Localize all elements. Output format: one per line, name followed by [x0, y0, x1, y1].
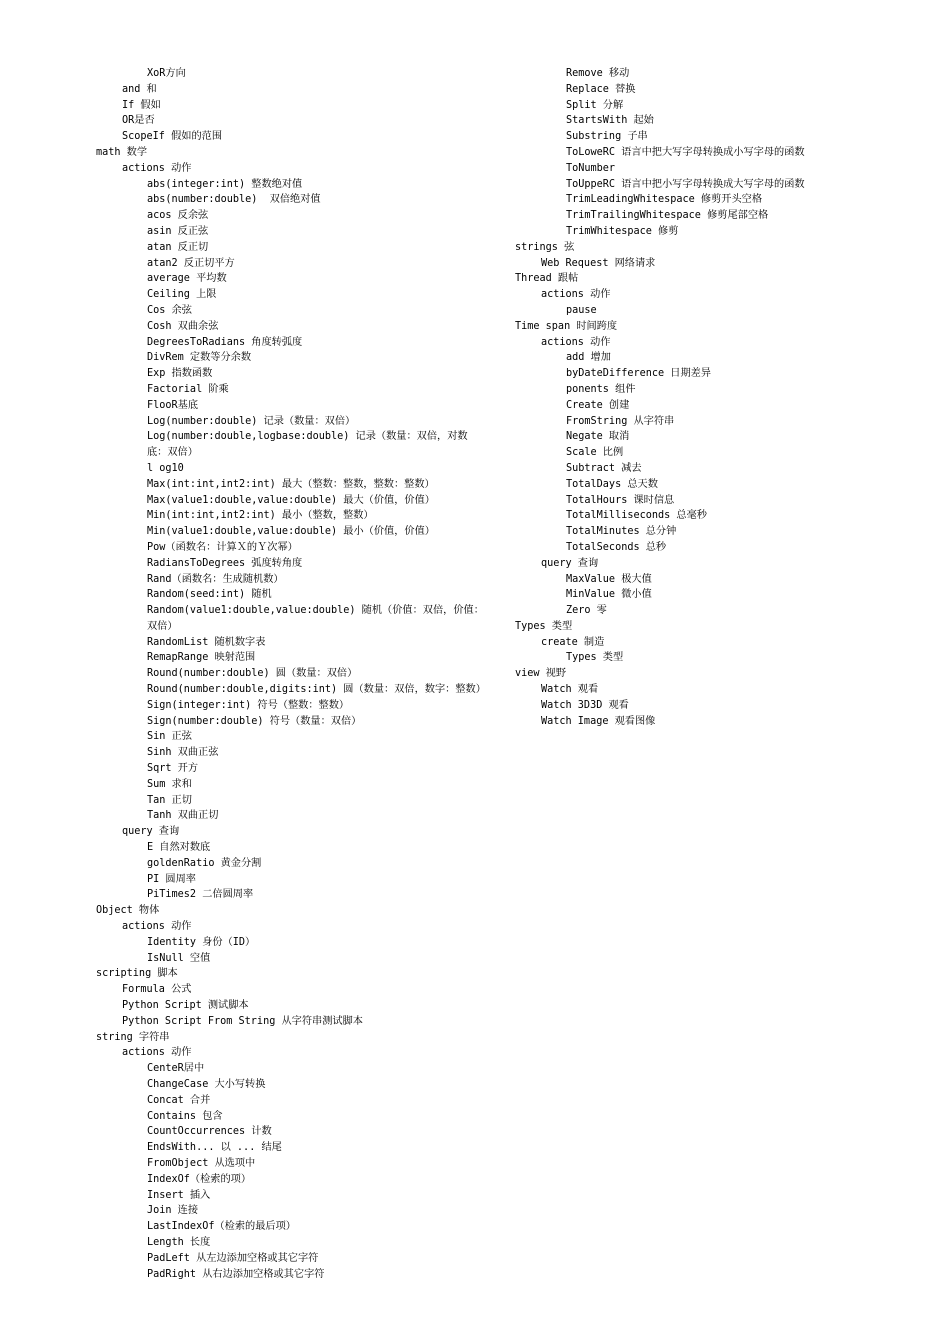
outline-item: Length 长度: [147, 1236, 211, 1248]
outline-item: TotalMilliseconds 总毫秒: [566, 510, 707, 522]
outline-item: ToUppeRC 语言中把小写字母转换成大写字母的函数: [566, 178, 805, 190]
left-column: [96, 66, 506, 1282]
outline-item: ponents 组件: [566, 383, 636, 395]
outline-item: XoR方向: [147, 68, 186, 79]
outline-item: RadiansToDegrees 弧度转角度: [147, 557, 303, 569]
outline-item: PI 圆周率: [147, 873, 196, 885]
outline-subheading: and 和: [122, 83, 157, 95]
outline-heading: scripting 脚本: [96, 968, 178, 980]
outline-subheading: query 查询: [122, 826, 180, 838]
outline-subheading: actions 动作: [541, 289, 611, 301]
outline-item: PiTimes2 二倍圆周率: [147, 889, 254, 901]
outline-item: Scale 比例: [566, 447, 624, 459]
outline-item: ToNumber: [566, 162, 616, 174]
outline-subheading: Watch 3D3D 观看: [541, 699, 629, 711]
outline-item: abs(number:double) 双倍绝对值: [147, 194, 321, 206]
outline-item: IsNull 空值: [147, 952, 211, 964]
outline-item: Sign(integer:int) 符号（整数：整数）: [147, 699, 350, 711]
outline-item: Log(number:double,logbase:double) 记录（数量：双倍，对数: [147, 431, 468, 443]
outline-item: TotalDays 总天数: [566, 478, 658, 490]
outline-subheading: Watch Image 观看图像: [541, 715, 656, 727]
outline-item: PadLeft 从左边添加空格或其它字符: [147, 1252, 319, 1264]
outline-subheading: Formula 公式: [122, 984, 192, 996]
outline-heading: view 视野: [515, 668, 567, 680]
outline-item: E 自然对数底: [147, 842, 211, 854]
outline-subheading: OR是否: [122, 115, 155, 127]
outline-item: Cos 余弦: [147, 304, 192, 316]
outline-item: Tan 正切: [147, 794, 192, 806]
outline-heading: Types 类型: [515, 620, 573, 632]
outline-item: Round(number:double) 圆（数量：双倍）: [147, 668, 358, 680]
outline-item: TrimLeadingWhitespace 修剪开头空格: [566, 194, 763, 206]
outline-heading: string 字符串: [96, 1031, 170, 1043]
outline-subheading: actions 动作: [122, 1047, 192, 1059]
outline-item: TotalSeconds 总秒: [566, 541, 667, 553]
outline-item: acos 反余弦: [147, 210, 209, 222]
outline-item: Exp 指数函数: [147, 368, 213, 380]
outline-item: Round(number:double,digits:int) 圆（数量：双倍，数字：整数）: [147, 684, 486, 696]
outline-subheading: If 假如: [122, 99, 161, 111]
outline-item: Concat 合并: [147, 1094, 211, 1106]
outline-item: CenteR居中: [147, 1063, 205, 1075]
outline-item: Max(int:int,int2:int) 最大（整数：整数，整数：整数）: [147, 478, 435, 490]
outline-subheading: create 制造: [541, 636, 605, 648]
outline-item: ToLoweRC 语言中把大写字母转换成小写字母的函数: [566, 146, 805, 158]
outline-item: Remove 移动: [566, 68, 630, 79]
outline-item: Sign(number:double) 符号（数量：双倍）: [147, 715, 362, 727]
outline-item: DegreesToRadians 角度转弧度: [147, 336, 303, 348]
outline-subheading: query 查询: [541, 557, 599, 569]
outline-item: Contains 包含: [147, 1110, 223, 1122]
outline-item: Random(value1:double,value:double) 随机（价值：双倍，价值：: [147, 605, 484, 617]
outline-item: abs(integer:int) 整数绝对值: [147, 178, 303, 190]
outline-item: Min(int:int,int2:int) 最小（整数，整数）: [147, 510, 374, 522]
right-column: [515, 66, 940, 729]
outline-item: Tanh 双曲正切: [147, 810, 219, 822]
outline-subheading: Watch 观看: [541, 684, 599, 696]
outline-item: atan2 反正切平方: [147, 257, 235, 269]
outline-item: PadRight 从右边添加空格或其它字符: [147, 1268, 325, 1280]
outline-item: goldenRatio 黄金分割: [147, 857, 262, 869]
outline-subheading: actions 动作: [122, 921, 192, 933]
outline-item: Split 分解: [566, 99, 624, 111]
outline-item: EndsWith... 以 ... 结尾: [147, 1142, 282, 1154]
outline-item: TotalMinutes 总分钟: [566, 526, 677, 538]
outline-item: average 平均数: [147, 273, 227, 285]
outline-item: asin 反正弦: [147, 225, 209, 237]
outline-item: byDateDifference 日期差异: [566, 368, 712, 380]
outline-heading: strings 弦: [515, 241, 575, 253]
outline-heading: Object 物体: [96, 905, 160, 917]
outline-heading: Time span 时间跨度: [515, 320, 618, 332]
outline-item: 双倍）: [147, 620, 178, 632]
outline-item: atan 反正切: [147, 241, 209, 253]
outline-item: Rand（函数名：生成随机数）: [147, 573, 284, 585]
outline-item: Identity 身份（ID）: [147, 936, 256, 948]
outline-item: Sin 正弦: [147, 731, 192, 743]
outline-item: Substring 子串: [566, 131, 648, 143]
outline-item: CountOccurrences 计数: [147, 1126, 272, 1138]
outline-item: add 增加: [566, 352, 611, 364]
outline-item: Ceiling 上限: [147, 289, 217, 301]
outline-item: RemapRange 映射范围: [147, 652, 256, 664]
outline-item: Types 类型: [566, 652, 624, 664]
outline-item: TrimTrailingWhitespace 修剪尾部空格: [566, 210, 769, 222]
outline-item: MinValue 微小值: [566, 589, 652, 601]
outline-item: pause: [566, 304, 597, 316]
outline-item: DivRem 定数等分余数: [147, 352, 252, 364]
outline-item: Random(seed:int) 随机: [147, 589, 272, 601]
outline-item: Max(value1:double,value:double) 最大（价值，价值）: [147, 494, 435, 506]
outline-item: MaxValue 极大值: [566, 573, 652, 585]
outline-subheading: Python Script 测试脚本: [122, 1000, 249, 1012]
outline-item: Cosh 双曲余弦: [147, 320, 219, 332]
outline-item: FromString 从字符串: [566, 415, 675, 427]
outline-item: 底：双倍）: [147, 447, 198, 459]
outline-item: TrimWhitespace 修剪: [566, 225, 679, 237]
outline-subheading: actions 动作: [122, 162, 192, 174]
outline-subheading: Web Request 网络请求: [541, 257, 656, 269]
outline-item: l og10: [147, 462, 184, 474]
outline-item: Replace 替换: [566, 83, 636, 95]
outline-item: ChangeCase 大小写转换: [147, 1079, 266, 1090]
outline-item: TotalHours 课时信息: [566, 494, 675, 506]
outline-item: Sinh 双曲正弦: [147, 747, 219, 759]
outline-item: Factorial 阶乘: [147, 383, 229, 395]
outline-item: FromObject 从选项中: [147, 1157, 256, 1169]
outline-item: StartsWith 起始: [566, 115, 654, 127]
outline-subheading: actions 动作: [541, 336, 611, 348]
outline-item: FlooR基底: [147, 399, 199, 411]
outline-item: Min(value1:double,value:double) 最小（价值，价值）: [147, 526, 435, 538]
outline-item: Zero 零: [566, 605, 607, 617]
outline-subheading: Python Script From String 从字符串测试脚本: [122, 1015, 363, 1027]
outline-item: Subtract 减去: [566, 462, 642, 474]
outline-item: Pow（函数名：计算Ｘ的Ｙ次幂）: [147, 541, 298, 553]
outline-item: Join 连接: [147, 1205, 199, 1217]
outline-item: RandomList 随机数字表: [147, 636, 266, 648]
outline-item: Insert 插入: [147, 1189, 211, 1201]
outline-item: Sqrt 开方: [147, 763, 199, 775]
outline-item: Log(number:double) 记录（数量：双倍）: [147, 415, 356, 427]
outline-item: IndexOf（检索的项）: [147, 1173, 252, 1185]
outline-item: LastIndexOf（检索的最后项）: [147, 1221, 296, 1233]
outline-subheading: ScopeIf 假如的范围: [122, 131, 223, 143]
outline-heading: Thread 跟帖: [515, 273, 579, 285]
outline-heading: math 数学: [96, 146, 148, 158]
outline-item: Create 创建: [566, 399, 630, 411]
outline-item: Sum 求和: [147, 778, 192, 790]
outline-item: Negate 取消: [566, 431, 630, 443]
